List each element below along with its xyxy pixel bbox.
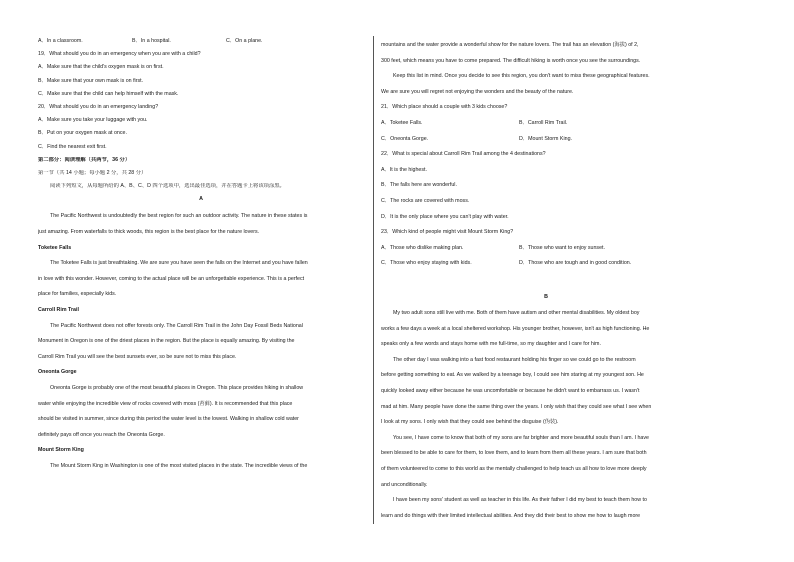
paragraph-b4	[381, 493, 711, 524]
paragraph-b2	[381, 353, 711, 431]
heading-carroll: Carroll Rim Trail	[38, 307, 79, 313]
text-line: learn and do things with their limited intellectual abilities. And they did their best to show me how to laugh more	[381, 512, 641, 519]
option: B．Make sure that your own mask is on first.	[38, 77, 144, 84]
text-line: in love with this wonder. However, coming to the actual place will be an unforgettable experience. This is a perfect	[38, 275, 305, 282]
option: A．It is the highest.	[381, 166, 427, 173]
paragraph-toketee	[38, 256, 364, 303]
option: A．Make sure you take your luggage with you.	[38, 117, 148, 124]
text-line: We are sure you will regret not enjoying the wonders and the beauty of the nature.	[381, 88, 574, 95]
paragraph-b1	[381, 306, 711, 353]
paragraph-closing	[381, 69, 711, 100]
text-line: definitely pays off once you reach the Oneonta Gorge.	[38, 431, 165, 438]
intro-paragraph	[38, 209, 364, 240]
option: A．Those who dislike making plan.	[381, 244, 464, 251]
question-21: 21．Which place should a couple with 3 kids choose?	[381, 104, 508, 111]
text-line: The Pacific Northwest does not offer forests only. The Carroll Rim Trail in the John Day Fossil Beds National	[50, 322, 303, 329]
q23-options-row1	[381, 241, 711, 257]
text-line: place for families, especially kids.	[38, 291, 117, 298]
option: C．The rocks are covered with moss.	[381, 197, 470, 204]
column-divider	[373, 36, 374, 524]
passage-label: B	[544, 293, 548, 300]
text-line: I have been my sons' student as well as teacher in this life. As their father I did my best to teach them how to	[393, 497, 647, 504]
text-line: should be visited in summer, since during this period the water level is the lowest. Walking in shallow cold water	[38, 416, 299, 423]
text-line: Carroll Rim Trail you will see the best sunsets ever, so be sure not to miss this place.	[38, 353, 237, 360]
text-line: Monument in Oregon is one of the driest places in the region. But the place is equally amazing. By visiting the	[38, 338, 295, 345]
heading-storm-king: Mount Storm King	[38, 447, 84, 454]
text-line: and unconditionally.	[381, 481, 428, 488]
heading-oneonta: Oneonta Gorge	[38, 369, 77, 376]
option: A．Make sure that the child's oxygen mask is on first.	[38, 64, 164, 71]
heading-toketee: Toketee Falls	[38, 244, 72, 251]
option: C．On a plane.	[226, 38, 263, 44]
text-line: Keep this list in mind. Once you decide to see this region, you don't want to miss these geographical features.	[393, 73, 650, 80]
question-21-block	[381, 100, 711, 147]
option: D．It is the only place where you can't play with water.	[381, 213, 509, 220]
text-line: mountains and the water provide a wonderful show for the nature lovers. The trail has an elevation (海拔) of 2,	[381, 42, 639, 48]
option: D．Those who are tough and in good condition.	[519, 260, 632, 267]
q21-options-row1	[381, 116, 711, 132]
text-line: of them volunteered to come to this world as the mentally challenged to help teach us all how to love more deeply	[381, 466, 647, 473]
q18-options	[38, 38, 364, 45]
text-line: works a few days a week at a local sheltered workshop. His younger brother, however, isn't as high functioning. He	[381, 325, 650, 332]
text-line: mad at him. Many people have done the same thing over the years. I only wish that they could see what I see when	[381, 403, 652, 410]
text-line: just amazing. From waterfalls to thick woods, this region is the best place for the nature lovers.	[38, 229, 260, 236]
option: B．Put on your oxygen mask at once.	[38, 130, 127, 137]
section-title: 第二部分：阅读理解（共两节，36 分）	[38, 156, 131, 163]
paragraph-carroll	[38, 319, 364, 366]
question-22-block	[381, 147, 711, 225]
text-line: quickly looked away either because he was uncomfortable or because he didn't want to embarrass us. I wasn't	[381, 388, 640, 395]
paragraph-b3	[381, 431, 711, 493]
question-23: 23．Which kind of people might visit Mount Storm King?	[381, 229, 514, 236]
option: B．The falls here are wonderful.	[381, 182, 457, 189]
text-line: water while enjoying the incredible view of rocks covered with moss (苔藓). It is recommended that this place	[38, 400, 293, 407]
paragraph-storm-king	[38, 459, 364, 475]
q21-options-row2	[381, 132, 711, 148]
question-22: 22．What is special about Carroll Rim Trail among the 4 destinations?	[381, 151, 546, 158]
left-column	[38, 38, 364, 475]
text-line: The Mount Storm King in Washington is one of the most visited places in the state. The incredible views of the	[50, 462, 308, 469]
passage-label: A	[199, 196, 203, 203]
option: C．Oneonta Gorge.	[381, 135, 429, 142]
right-column	[381, 38, 711, 524]
option: A．In a classroom.	[38, 38, 83, 44]
option: B．Those who want to enjoy sunset.	[519, 244, 605, 251]
text-line: I look at my sons. I only wish that they could see behind the disguise (伪装).	[381, 419, 559, 426]
text-line: The Toketee Falls is just breathtaking. We are sure you have seen the falls on the Internet and you have fallen	[50, 260, 308, 267]
option: B．Carroll Rim Trail.	[519, 119, 568, 126]
q23-options-row2	[381, 256, 711, 272]
question-23-block	[381, 225, 711, 272]
option: B．In a hospital.	[132, 38, 171, 44]
question-20: 20．What should you do in an emergency landing?	[38, 103, 159, 110]
text-line: 300 feet, which means you have to come prepared. The difficult hiking is worth once you see the surroundings.	[381, 57, 641, 64]
question-19: 19．What should you do in an emergency when you are with a child?	[38, 51, 201, 58]
paragraph-storm-king-cont	[381, 38, 711, 69]
text-line: You see, I have come to know that both of my sons are far brighter and more beautiful souls than I am. I have	[393, 434, 649, 441]
option: C．Make sure that the child can help himself with the mask.	[38, 90, 179, 97]
text-line: been blessed to be able to care for them, to love them, and to learn from them all these years. I am sure that both	[381, 450, 647, 457]
option: C．Those who enjoy staying with kids.	[381, 260, 472, 267]
option: D．Mount Storm King.	[519, 135, 572, 142]
paragraph-oneonta	[38, 381, 364, 443]
text-line: speaks only a few words and stays home with me full-time, so my daughter and I care for him.	[381, 341, 601, 348]
text-line: The other day I was walking into a fast food restaurant holding his finger so we could go to the restroom	[393, 356, 636, 363]
text-line: Oneonta Gorge is probably one of the most beautiful places in Oregon. This place provides hiking in shallow	[50, 384, 304, 391]
instruction: 阅读下列短文，从每题所给的 A、B、C、D 四个选项中，选出最佳选项，并在答题卡上将该项涂黑。	[50, 183, 285, 190]
option: A．Toketee Falls.	[381, 119, 423, 126]
section-subtitle: 第一节（共 14 小题；每小题 2 分，共 28 分）	[38, 169, 147, 176]
text-line: before getting something to eat. As we walked by a teenage boy, I could see him staring at my youngest son. He	[381, 372, 644, 379]
option: C．Find the nearest exit first.	[38, 143, 107, 150]
text-line: The Pacific Northwest is undoubtedly the best region for such an outdoor activity. The nature in these states is	[50, 213, 308, 220]
text-line: My two adult sons still live with me. Both of them have autism and other mental disabilities. My oldest boy	[393, 310, 640, 317]
